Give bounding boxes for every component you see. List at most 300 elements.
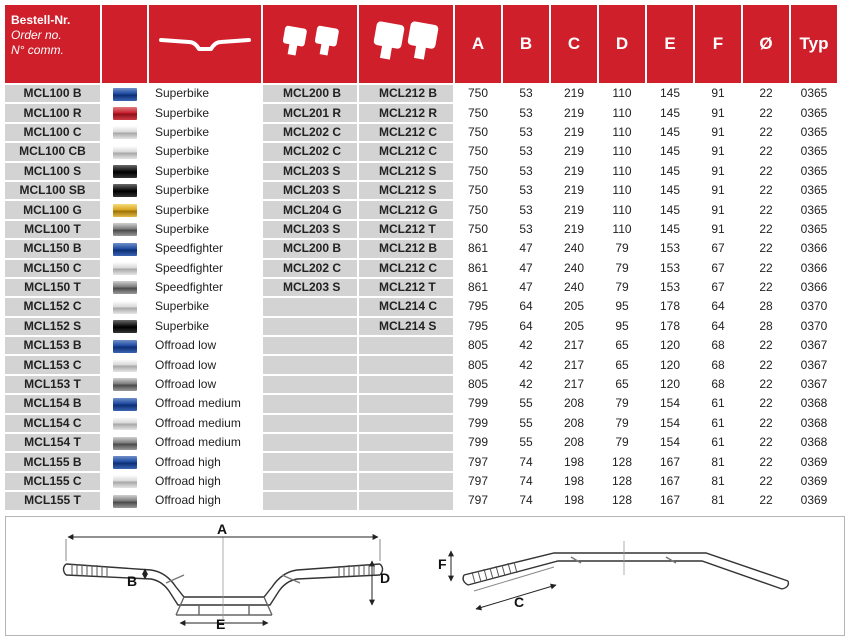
color-swatch-chip: [113, 146, 137, 159]
color-swatch: [102, 260, 147, 277]
order-label-fr: N° comm.: [11, 43, 64, 57]
value-e: 153: [647, 260, 693, 277]
value-a: 799: [455, 434, 501, 451]
value-c: 198: [551, 492, 597, 509]
color-swatch: [102, 453, 147, 470]
value-diameter: 22: [743, 260, 789, 277]
value-d: 95: [599, 318, 645, 335]
dim-label-a: A: [217, 521, 228, 537]
dim-label-c: C: [514, 594, 525, 610]
value-typ: 0366: [791, 260, 837, 277]
value-b: 53: [503, 221, 549, 238]
color-swatch: [102, 492, 147, 509]
value-d: 79: [599, 279, 645, 296]
value-d: 79: [599, 434, 645, 451]
color-swatch: [102, 376, 147, 393]
clamp-kit-header: [263, 5, 357, 83]
value-f: 91: [695, 143, 741, 160]
order-number-header: [5, 5, 100, 83]
value-typ: 0366: [791, 279, 837, 296]
value-b: 53: [503, 201, 549, 218]
value-d: 79: [599, 395, 645, 412]
value-diameter: 28: [743, 318, 789, 335]
value-b: 53: [503, 182, 549, 199]
value-typ: 0365: [791, 182, 837, 199]
color-swatch: [102, 124, 147, 141]
table-row: [5, 104, 837, 121]
value-f: 61: [695, 434, 741, 451]
value-f: 91: [695, 163, 741, 180]
bar-type: Superbike: [149, 318, 261, 335]
part-number: MCL150 T: [5, 279, 100, 296]
value-f: 61: [695, 415, 741, 432]
color-swatch: [102, 337, 147, 354]
value-f: 91: [695, 104, 741, 121]
value-d: 128: [599, 453, 645, 470]
table-row: [5, 492, 837, 509]
clamp-kit-number: MCL200 B: [263, 85, 357, 102]
value-c: 198: [551, 453, 597, 470]
value-f: 91: [695, 124, 741, 141]
bar-type: Offroad low: [149, 356, 261, 373]
part-number: MCL153 T: [5, 376, 100, 393]
bar-type: Offroad high: [149, 453, 261, 470]
part-number: MCL100 C: [5, 124, 100, 141]
clamp-kit-number: [263, 318, 357, 335]
bar-type: Superbike: [149, 298, 261, 315]
value-c: 208: [551, 415, 597, 432]
value-b: 53: [503, 104, 549, 121]
color-swatch-chip: [113, 398, 137, 411]
part-number: MCL154 C: [5, 415, 100, 432]
value-d: 65: [599, 376, 645, 393]
color-swatch-chip: [113, 204, 137, 217]
value-a: 805: [455, 376, 501, 393]
value-diameter: 22: [743, 182, 789, 199]
color-swatch-chip: [113, 437, 137, 450]
value-a: 750: [455, 163, 501, 180]
value-e: 120: [647, 356, 693, 373]
value-b: 47: [503, 240, 549, 257]
value-f: 64: [695, 298, 741, 315]
value-e: 145: [647, 143, 693, 160]
col-header-b: B: [503, 5, 549, 83]
color-swatch: [102, 143, 147, 160]
value-d: 79: [599, 260, 645, 277]
table-row: [5, 163, 837, 180]
value-f: 67: [695, 260, 741, 277]
value-typ: 0365: [791, 85, 837, 102]
part-number: MCL100 T: [5, 221, 100, 238]
color-swatch-chip: [113, 456, 137, 469]
bar-type: Offroad high: [149, 492, 261, 509]
header-row: [5, 5, 837, 83]
front-view-drawing: [64, 537, 383, 619]
value-b: 53: [503, 124, 549, 141]
part-number: MCL155 T: [5, 492, 100, 509]
color-swatch-chip: [113, 243, 137, 256]
value-c: 219: [551, 182, 597, 199]
value-c: 208: [551, 395, 597, 412]
value-a: 750: [455, 104, 501, 121]
value-b: 47: [503, 260, 549, 277]
bar-type: Speedfighter: [149, 260, 261, 277]
part-number: MCL154 T: [5, 434, 100, 451]
value-a: 797: [455, 453, 501, 470]
spec-table: [3, 3, 839, 512]
color-header: [102, 5, 147, 83]
value-b: 42: [503, 356, 549, 373]
bar-type: Superbike: [149, 104, 261, 121]
clamp-kit-number: MCL202 C: [263, 143, 357, 160]
color-swatch: [102, 182, 147, 199]
value-b: 74: [503, 492, 549, 509]
value-b: 55: [503, 434, 549, 451]
color-swatch-chip: [113, 223, 137, 236]
table-row: [5, 376, 837, 393]
color-swatch-chip: [113, 281, 137, 294]
handlebar-header: [149, 5, 261, 83]
riser-kit-number: [359, 434, 453, 451]
table-row: [5, 221, 837, 238]
value-diameter: 22: [743, 201, 789, 218]
value-a: 795: [455, 318, 501, 335]
order-label-de: Bestell-Nr.: [11, 13, 71, 27]
color-swatch-chip: [113, 417, 137, 430]
dim-label-f: F: [438, 556, 447, 572]
value-f: 67: [695, 240, 741, 257]
value-b: 55: [503, 395, 549, 412]
color-swatch-chip: [113, 301, 137, 314]
table-row: [5, 143, 837, 160]
value-diameter: 22: [743, 473, 789, 490]
riser-kit-number: MCL212 B: [359, 240, 453, 257]
value-diameter: 22: [743, 453, 789, 470]
table-row: [5, 453, 837, 470]
col-header-d: D: [599, 5, 645, 83]
part-number: MCL152 C: [5, 298, 100, 315]
table-row: [5, 85, 837, 102]
table-row: [5, 415, 837, 432]
color-swatch: [102, 201, 147, 218]
value-b: 74: [503, 473, 549, 490]
riser-kit-number: MCL212 C: [359, 143, 453, 160]
value-b: 42: [503, 337, 549, 354]
clamp-kit-number: [263, 434, 357, 451]
value-diameter: 22: [743, 143, 789, 160]
riser-kit-number: [359, 395, 453, 412]
value-typ: 0368: [791, 415, 837, 432]
value-c: 198: [551, 473, 597, 490]
value-diameter: 22: [743, 434, 789, 451]
value-c: 205: [551, 318, 597, 335]
value-f: 91: [695, 201, 741, 218]
clamp-kit-number: [263, 473, 357, 490]
value-b: 42: [503, 376, 549, 393]
value-e: 120: [647, 376, 693, 393]
value-diameter: 22: [743, 337, 789, 354]
value-a: 750: [455, 201, 501, 218]
value-c: 240: [551, 279, 597, 296]
color-swatch: [102, 415, 147, 432]
bar-type: Offroad medium: [149, 395, 261, 412]
value-typ: 0369: [791, 453, 837, 470]
value-typ: 0366: [791, 240, 837, 257]
riser-kit-header: [359, 5, 453, 83]
value-f: 81: [695, 473, 741, 490]
value-e: 145: [647, 85, 693, 102]
bar-type: Superbike: [149, 143, 261, 160]
value-e: 154: [647, 395, 693, 412]
color-swatch: [102, 434, 147, 451]
value-e: 154: [647, 415, 693, 432]
part-number: MCL150 B: [5, 240, 100, 257]
color-swatch-chip: [113, 262, 137, 275]
value-c: 219: [551, 104, 597, 121]
part-number: MCL100 R: [5, 104, 100, 121]
value-f: 61: [695, 395, 741, 412]
color-swatch: [102, 240, 147, 257]
color-swatch: [102, 221, 147, 238]
table-row: [5, 434, 837, 451]
value-a: 799: [455, 395, 501, 412]
color-swatch-chip: [113, 88, 137, 101]
value-f: 91: [695, 182, 741, 199]
clamp-kit-number: [263, 415, 357, 432]
dim-label-b: B: [127, 573, 138, 589]
value-a: 799: [455, 415, 501, 432]
value-a: 805: [455, 356, 501, 373]
value-c: 208: [551, 434, 597, 451]
value-f: 91: [695, 221, 741, 238]
value-e: 145: [647, 163, 693, 180]
color-swatch: [102, 318, 147, 335]
table-row: [5, 298, 837, 315]
part-number: MCL100 S: [5, 163, 100, 180]
value-b: 55: [503, 415, 549, 432]
color-swatch-chip: [113, 495, 137, 508]
value-e: 154: [647, 434, 693, 451]
value-diameter: 22: [743, 395, 789, 412]
value-e: 178: [647, 298, 693, 315]
part-number: MCL153 C: [5, 356, 100, 373]
color-swatch-chip: [113, 378, 137, 391]
bar-type: Offroad low: [149, 376, 261, 393]
value-f: 81: [695, 453, 741, 470]
value-c: 240: [551, 240, 597, 257]
clamp-kit-number: MCL202 C: [263, 260, 357, 277]
value-diameter: 28: [743, 298, 789, 315]
part-number: MCL155 C: [5, 473, 100, 490]
value-typ: 0368: [791, 395, 837, 412]
clamp-kit-number: [263, 337, 357, 354]
spec-body: [5, 85, 837, 510]
value-d: 110: [599, 85, 645, 102]
table-row: [5, 201, 837, 218]
riser-kit-number: [359, 415, 453, 432]
value-typ: 0365: [791, 221, 837, 238]
value-d: 110: [599, 104, 645, 121]
bar-type: Offroad low: [149, 337, 261, 354]
clamp-kit-number: MCL200 B: [263, 240, 357, 257]
riser-kit-number: MCL212 G: [359, 201, 453, 218]
bar-type: Speedfighter: [149, 240, 261, 257]
value-e: 145: [647, 182, 693, 199]
bar-type: Superbike: [149, 201, 261, 218]
side-view-drawing: [463, 541, 788, 589]
color-swatch-chip: [113, 126, 137, 139]
bar-type: Speedfighter: [149, 279, 261, 296]
part-number: MCL153 B: [5, 337, 100, 354]
value-f: 67: [695, 279, 741, 296]
value-c: 217: [551, 356, 597, 373]
part-number: MCL100 CB: [5, 143, 100, 160]
riser-pair-icon: [366, 15, 446, 69]
value-d: 79: [599, 240, 645, 257]
bar-type: Superbike: [149, 221, 261, 238]
value-d: 110: [599, 124, 645, 141]
value-f: 64: [695, 318, 741, 335]
value-b: 53: [503, 143, 549, 160]
value-diameter: 22: [743, 124, 789, 141]
value-diameter: 22: [743, 492, 789, 509]
value-e: 145: [647, 104, 693, 121]
value-a: 797: [455, 492, 501, 509]
riser-kit-number: MCL212 S: [359, 163, 453, 180]
dim-label-e: E: [216, 616, 226, 632]
riser-kit-number: MCL214 C: [359, 298, 453, 315]
value-c: 205: [551, 298, 597, 315]
riser-kit-number: [359, 473, 453, 490]
value-c: 217: [551, 337, 597, 354]
color-swatch-chip: [113, 165, 137, 178]
value-c: 219: [551, 221, 597, 238]
value-diameter: 22: [743, 85, 789, 102]
riser-kit-number: MCL212 T: [359, 279, 453, 296]
clamp-kit-number: MCL203 S: [263, 279, 357, 296]
value-d: 65: [599, 356, 645, 373]
part-number: MCL100 G: [5, 201, 100, 218]
value-b: 47: [503, 279, 549, 296]
clamp-kit-number: MCL202 C: [263, 124, 357, 141]
bar-type: Superbike: [149, 124, 261, 141]
table-row: [5, 124, 837, 141]
order-label-en: Order no.: [11, 28, 62, 42]
value-c: 219: [551, 163, 597, 180]
bar-type: Offroad medium: [149, 434, 261, 451]
value-f: 68: [695, 356, 741, 373]
clamp-kit-number: [263, 492, 357, 509]
value-d: 110: [599, 201, 645, 218]
value-diameter: 22: [743, 163, 789, 180]
value-e: 145: [647, 124, 693, 141]
value-b: 64: [503, 318, 549, 335]
value-d: 95: [599, 298, 645, 315]
clamp-kit-number: [263, 395, 357, 412]
value-d: 128: [599, 473, 645, 490]
value-b: 53: [503, 163, 549, 180]
color-swatch: [102, 279, 147, 296]
color-swatch: [102, 104, 147, 121]
col-header-c: C: [551, 5, 597, 83]
col-header-typ: Typ: [791, 5, 837, 83]
value-typ: 0368: [791, 434, 837, 451]
value-c: 219: [551, 201, 597, 218]
color-swatch-chip: [113, 359, 137, 372]
table-row: [5, 356, 837, 373]
value-d: 110: [599, 143, 645, 160]
table-row: [5, 240, 837, 257]
value-a: 750: [455, 124, 501, 141]
value-d: 128: [599, 492, 645, 509]
dim-label-d: D: [380, 570, 391, 586]
clamp-kit-number: MCL204 G: [263, 201, 357, 218]
value-c: 219: [551, 124, 597, 141]
clamp-kit-number: [263, 376, 357, 393]
value-d: 110: [599, 163, 645, 180]
bar-type: Offroad medium: [149, 415, 261, 432]
value-c: 240: [551, 260, 597, 277]
col-header-f: F: [695, 5, 741, 83]
bar-type: Superbike: [149, 163, 261, 180]
value-b: 74: [503, 453, 549, 470]
col-header-e: E: [647, 5, 693, 83]
value-d: 110: [599, 182, 645, 199]
riser-kit-number: [359, 337, 453, 354]
value-e: 167: [647, 453, 693, 470]
dimension-drawing: [6, 517, 844, 635]
value-typ: 0365: [791, 124, 837, 141]
value-b: 64: [503, 298, 549, 315]
value-c: 219: [551, 143, 597, 160]
table-row: [5, 279, 837, 296]
color-swatch-chip: [113, 475, 137, 488]
value-diameter: 22: [743, 104, 789, 121]
clamp-kit-number: [263, 356, 357, 373]
value-c: 219: [551, 85, 597, 102]
riser-kit-number: MCL212 S: [359, 182, 453, 199]
bar-type: Offroad high: [149, 473, 261, 490]
table-row: [5, 473, 837, 490]
value-b: 53: [503, 85, 549, 102]
value-a: 750: [455, 85, 501, 102]
value-e: 145: [647, 201, 693, 218]
value-diameter: 22: [743, 415, 789, 432]
riser-kit-number: [359, 492, 453, 509]
value-diameter: 22: [743, 356, 789, 373]
part-number: MCL152 S: [5, 318, 100, 335]
value-diameter: 22: [743, 376, 789, 393]
value-f: 91: [695, 85, 741, 102]
value-e: 120: [647, 337, 693, 354]
part-number: MCL100 B: [5, 85, 100, 102]
value-a: 750: [455, 182, 501, 199]
color-swatch-chip: [113, 340, 137, 353]
riser-kit-number: MCL212 C: [359, 124, 453, 141]
value-a: 797: [455, 473, 501, 490]
value-e: 153: [647, 279, 693, 296]
clamp-pair-icon: [270, 17, 350, 67]
handlebar-icon: [155, 22, 255, 62]
color-swatch: [102, 163, 147, 180]
riser-kit-number: MCL212 T: [359, 221, 453, 238]
value-diameter: 22: [743, 279, 789, 296]
bar-type: Superbike: [149, 182, 261, 199]
riser-kit-number: [359, 376, 453, 393]
color-swatch-chip: [113, 107, 137, 120]
bar-type: Superbike: [149, 85, 261, 102]
riser-kit-number: MCL212 B: [359, 85, 453, 102]
